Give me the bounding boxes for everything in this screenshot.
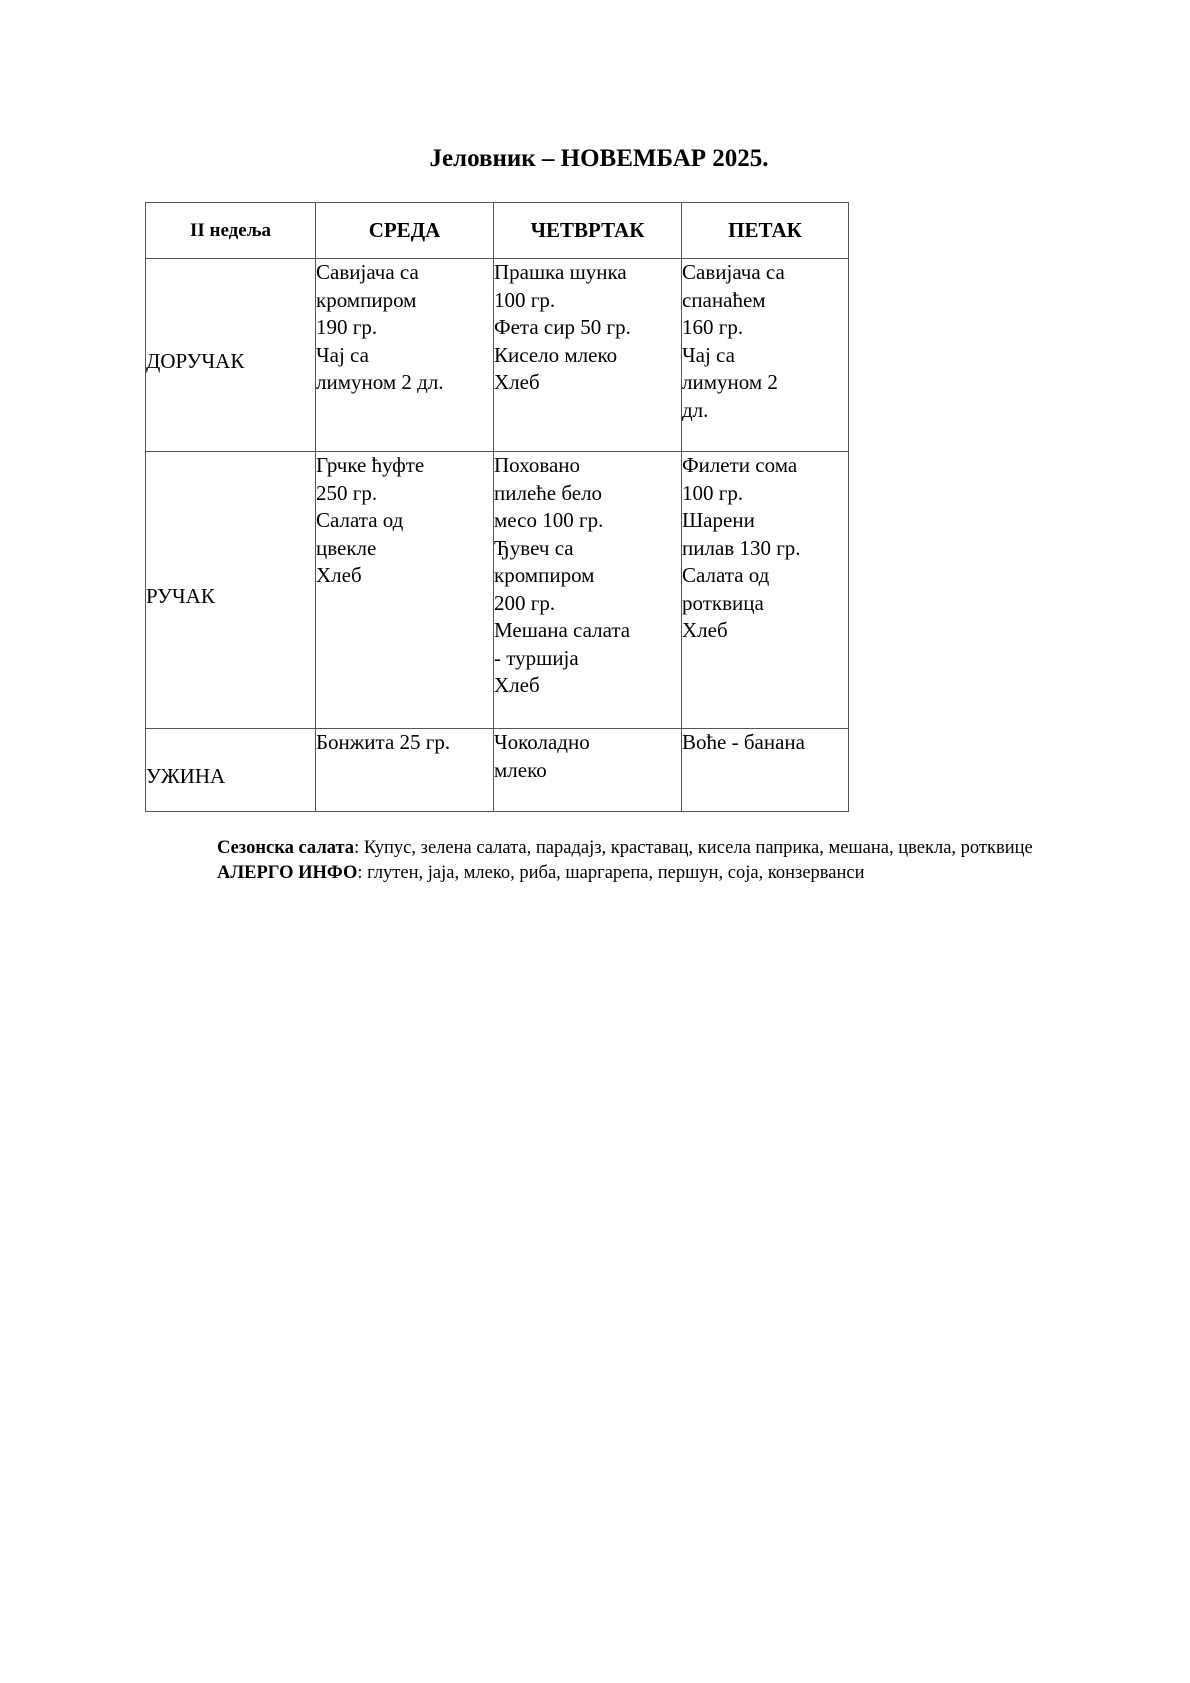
menu-table bbox=[145, 202, 849, 812]
menu-line: Прашка шунка bbox=[494, 260, 627, 284]
menu-line: Савијача са bbox=[682, 260, 785, 284]
allergen-info-label: АЛЕРГО ИНФО bbox=[217, 863, 358, 883]
allergen-info-note bbox=[145, 861, 1045, 886]
menu-line: лимуном 2 bbox=[682, 370, 778, 394]
page-title: Јеловник – НОВЕМБАР 2025. bbox=[429, 145, 769, 172]
day-header-friday: ПЕТАК bbox=[682, 203, 849, 259]
table-row-snack bbox=[146, 729, 849, 812]
table-row-lunch bbox=[146, 452, 849, 729]
seasonal-salad-note bbox=[145, 836, 1045, 861]
menu-line: пилеће бело bbox=[494, 480, 603, 505]
menu-line: месо 100 гр. bbox=[494, 508, 604, 532]
menu-cell-snack-friday bbox=[682, 729, 849, 812]
menu-line: Салата од bbox=[316, 508, 404, 532]
menu-cell-lunch-thursday bbox=[494, 452, 682, 729]
row-label-snack: УЖИНА bbox=[146, 729, 316, 812]
menu-line: 250 гр. bbox=[316, 480, 378, 505]
menu-line: ротквица bbox=[682, 590, 764, 615]
menu-cell-snack-wednesday bbox=[316, 729, 494, 812]
menu-line: - туршија bbox=[494, 645, 579, 670]
menu-line: цвекле bbox=[316, 535, 377, 560]
menu-line: Поховано bbox=[494, 453, 581, 477]
menu-line: Чоколадно bbox=[494, 730, 590, 754]
table-header-row bbox=[146, 203, 849, 259]
menu-line: Чај са bbox=[682, 342, 735, 367]
allergen-info-text: : глутен, јаја, млеко, риба, шаргарепа, першун, соја, конзерванси bbox=[357, 863, 865, 883]
menu-line: Бонжита 25 гр. bbox=[316, 730, 451, 754]
menu-line: 100 гр. bbox=[682, 480, 744, 505]
menu-cell-lunch-wednesday bbox=[316, 452, 494, 729]
menu-line: 200 гр. bbox=[494, 590, 556, 615]
menu-line: млеко bbox=[494, 757, 547, 782]
menu-line: кромпиром bbox=[316, 287, 417, 312]
menu-line: Хлеб bbox=[682, 618, 728, 642]
menu-line: 100 гр. bbox=[494, 287, 556, 312]
menu-cell-lunch-friday bbox=[682, 452, 849, 729]
menu-line: Грчке ћуфте bbox=[316, 453, 425, 477]
menu-line: Хлеб bbox=[316, 563, 362, 587]
menu-cell-snack-thursday bbox=[494, 729, 682, 812]
seasonal-salad-label: Сезонска салата bbox=[217, 838, 355, 858]
menu-line: дл. bbox=[682, 397, 709, 422]
menu-line: Мешана салата bbox=[494, 618, 631, 642]
menu-line: Савијача са bbox=[316, 260, 419, 284]
notes-section bbox=[145, 836, 1045, 886]
menu-line: Хлеб bbox=[494, 370, 540, 394]
menu-line: 190 гр. bbox=[316, 315, 378, 339]
seasonal-salad-text: : Купус, зелена салата, парадајз, краставац, кисела паприка, мешана, цвекла, ротквице bbox=[354, 838, 1033, 858]
week-header: II недеља bbox=[146, 203, 316, 259]
menu-cell-breakfast-thursday bbox=[494, 259, 682, 452]
row-label-breakfast: ДОРУЧАК bbox=[146, 259, 316, 452]
menu-line: Воће - банана bbox=[682, 730, 805, 754]
menu-cell-breakfast-friday bbox=[682, 259, 849, 452]
menu-line: лимуном 2 дл. bbox=[316, 370, 444, 394]
menu-cell-breakfast-wednesday bbox=[316, 259, 494, 452]
menu-line: Филети сома bbox=[682, 453, 798, 477]
menu-line: спанаћем bbox=[682, 287, 766, 312]
day-header-thursday: ЧЕТВРТАК bbox=[494, 203, 682, 259]
menu-line: пилав 130 гр. bbox=[682, 535, 801, 560]
table-row-breakfast bbox=[146, 259, 849, 452]
row-label-lunch: РУЧАК bbox=[146, 452, 316, 729]
menu-line: 160 гр. bbox=[682, 315, 744, 339]
menu-line: Фета сир 50 гр. bbox=[494, 315, 631, 339]
menu-line: Кисело млеко bbox=[494, 342, 618, 367]
menu-line: Шарени bbox=[682, 508, 755, 532]
menu-line: Салата од bbox=[682, 563, 770, 587]
day-header-wednesday: СРЕДА bbox=[316, 203, 494, 259]
menu-line: Чај са bbox=[316, 342, 369, 367]
menu-line: кромпиром bbox=[494, 563, 595, 587]
menu-line: Хлеб bbox=[494, 673, 540, 697]
menu-line: Ђувеч са bbox=[494, 535, 574, 560]
